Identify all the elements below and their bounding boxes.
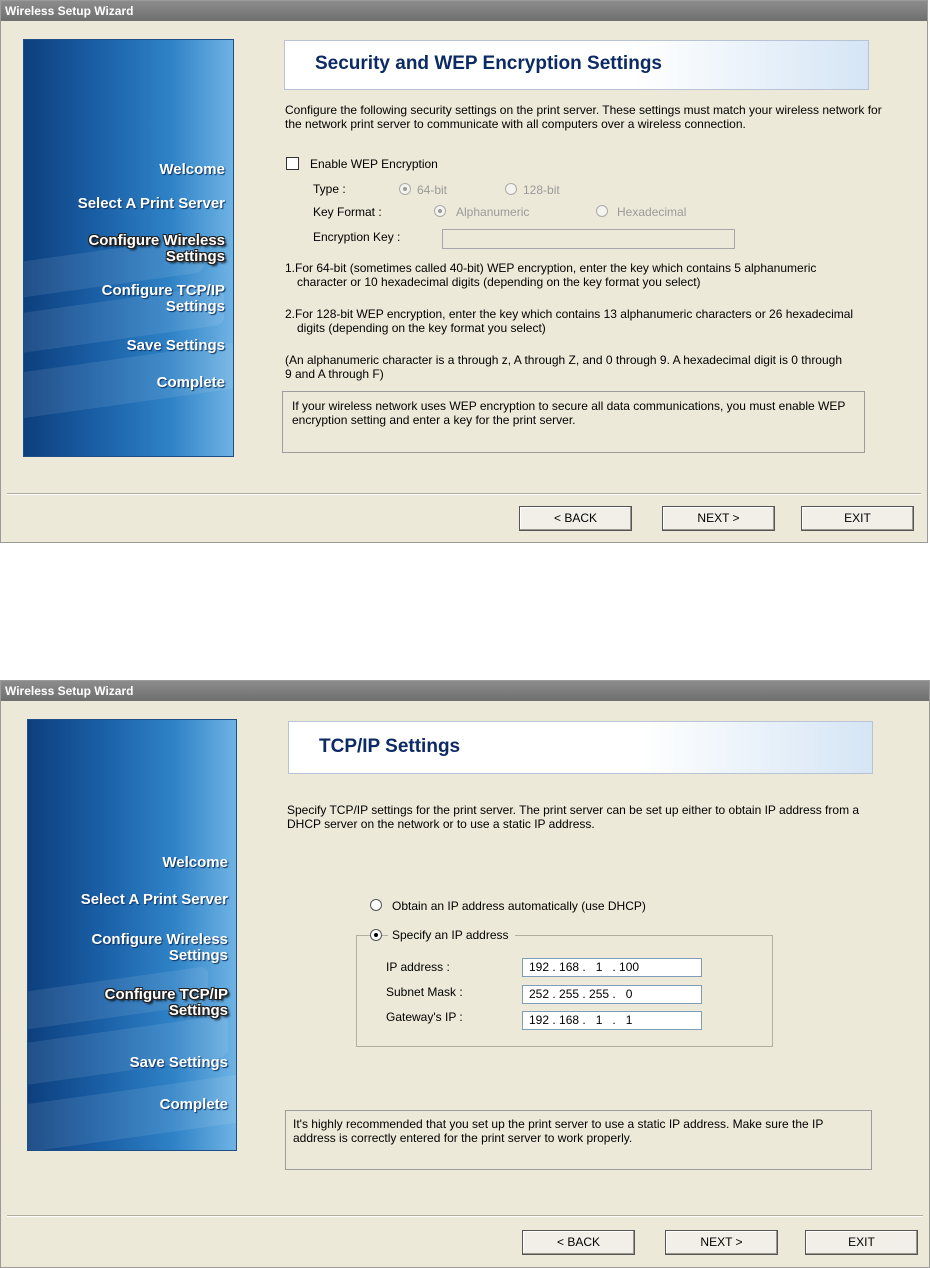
step-complete: Complete [156,374,225,391]
gateway-label: Gateway's IP : [386,1010,463,1024]
static-ip-radio[interactable] [370,929,382,941]
window-title: Wireless Setup Wizard [1,1,927,21]
exit-button[interactable]: EXIT [801,506,914,531]
step-welcome: Welcome [162,854,228,871]
subnet-mask-label: Subnet Mask : [386,985,463,999]
gateway-input[interactable]: 192 . 168 . 1 . 1 [522,1011,702,1030]
type-128bit-radio[interactable] [505,183,517,195]
step-configure-wireless: Configure Wireless Settings [88,232,225,265]
key-format-hexadecimal-label: Hexadecimal [617,205,687,219]
wizard-steps-sidebar [27,719,237,1151]
exit-button[interactable]: EXIT [805,1230,918,1255]
note-128bit-text: 2.For 128-bit WEP encryption, enter the key which contains 13 alphanumeric characters or 26 hexadecimal digits (depending on the key format you select) [285,307,854,335]
type-64bit-radio[interactable] [399,183,411,195]
note-character-definitions: (An alphanumeric character is a through z, A through Z, and 0 through 9. A hexadecimal digit is 0 through 9 and A through F) [285,353,843,381]
page-title: TCP/IP Settings [319,736,461,757]
type-64bit-label: 64-bit [417,183,448,197]
key-format-alphanumeric-label: Alphanumeric [456,205,530,219]
info-box [285,1110,872,1170]
subnet-mask-input[interactable]: 252 . 255 . 255 . 0 [522,985,702,1004]
info-box [282,391,865,453]
key-format-alphanumeric-radio[interactable] [434,205,446,217]
ip-address-input[interactable]: 192 . 168 . 1 . 100 [522,958,702,977]
wizard-steps-sidebar [23,39,234,457]
wep-wizard-window [0,0,928,543]
info-box-text: If your wireless network uses WEP encryption to secure all data communications, you must enable WEP encryption setting and enter a key for the print server. [292,399,846,427]
page-header-banner [288,721,873,774]
back-button[interactable]: < BACK [519,506,632,531]
intro-text: Configure the following security settings on the print server. These settings must match your wireless network for the network print server to communicate with all computers over a wireless connection. [285,103,882,131]
note-128bit [285,307,857,335]
encryption-key-input[interactable] [442,229,735,249]
intro-text: Specify TCP/IP settings for the print server. The print server can be set up either to obtain IP address from a DHCP server on the network or to use a static IP address. [287,803,860,831]
window-title: Wireless Setup Wizard [1,681,929,701]
key-format-label: Key Format : [313,205,382,219]
step-configure-tcpip: Configure TCP/IP Settings [101,282,225,315]
page-title: Security and WEP Encryption Settings [315,53,662,74]
note-64bit-text: 1.For 64-bit (sometimes called 40-bit) WEP encryption, enter the key which contains 5 alphanumeric character or 10 hexadecimal digits (depending on the key format you select) [285,261,817,289]
tcpip-wizard-window [0,680,930,1268]
key-format-hexadecimal-radio[interactable] [596,205,608,217]
back-button[interactable]: < BACK [522,1230,635,1255]
ip-address-label: IP address : [386,960,450,974]
next-button[interactable]: NEXT > [665,1230,778,1255]
step-configure-tcpip: Configure TCP/IP Settings [104,986,228,1019]
note-64bit [285,261,857,289]
step-welcome: Welcome [159,161,225,178]
button-separator [7,493,921,495]
enable-wep-label: Enable WEP Encryption [310,157,438,171]
step-save-settings: Save Settings [126,337,225,354]
enable-wep-checkbox[interactable] [286,157,299,170]
dhcp-label: Obtain an IP address automatically (use DHCP) [392,899,646,913]
page-header-banner [284,40,869,90]
static-ip-label: Specify an IP address [388,928,515,942]
step-complete: Complete [159,1096,228,1113]
step-select-print-server: Select A Print Server [80,891,228,908]
step-select-print-server: Select A Print Server [77,195,225,212]
type-128bit-label: 128-bit [523,183,560,197]
encryption-key-label: Encryption Key : [313,230,401,244]
step-configure-wireless: Configure Wireless Settings [91,931,228,964]
next-button[interactable]: NEXT > [662,506,775,531]
dhcp-radio[interactable] [370,899,382,911]
step-save-settings: Save Settings [129,1054,228,1071]
type-label: Type : [313,182,346,196]
button-separator [7,1215,923,1217]
info-box-text: It's highly recommended that you set up the print server to use a static IP address. Make sure the IP address is correctly entered for the print server to work properly. [293,1117,824,1145]
